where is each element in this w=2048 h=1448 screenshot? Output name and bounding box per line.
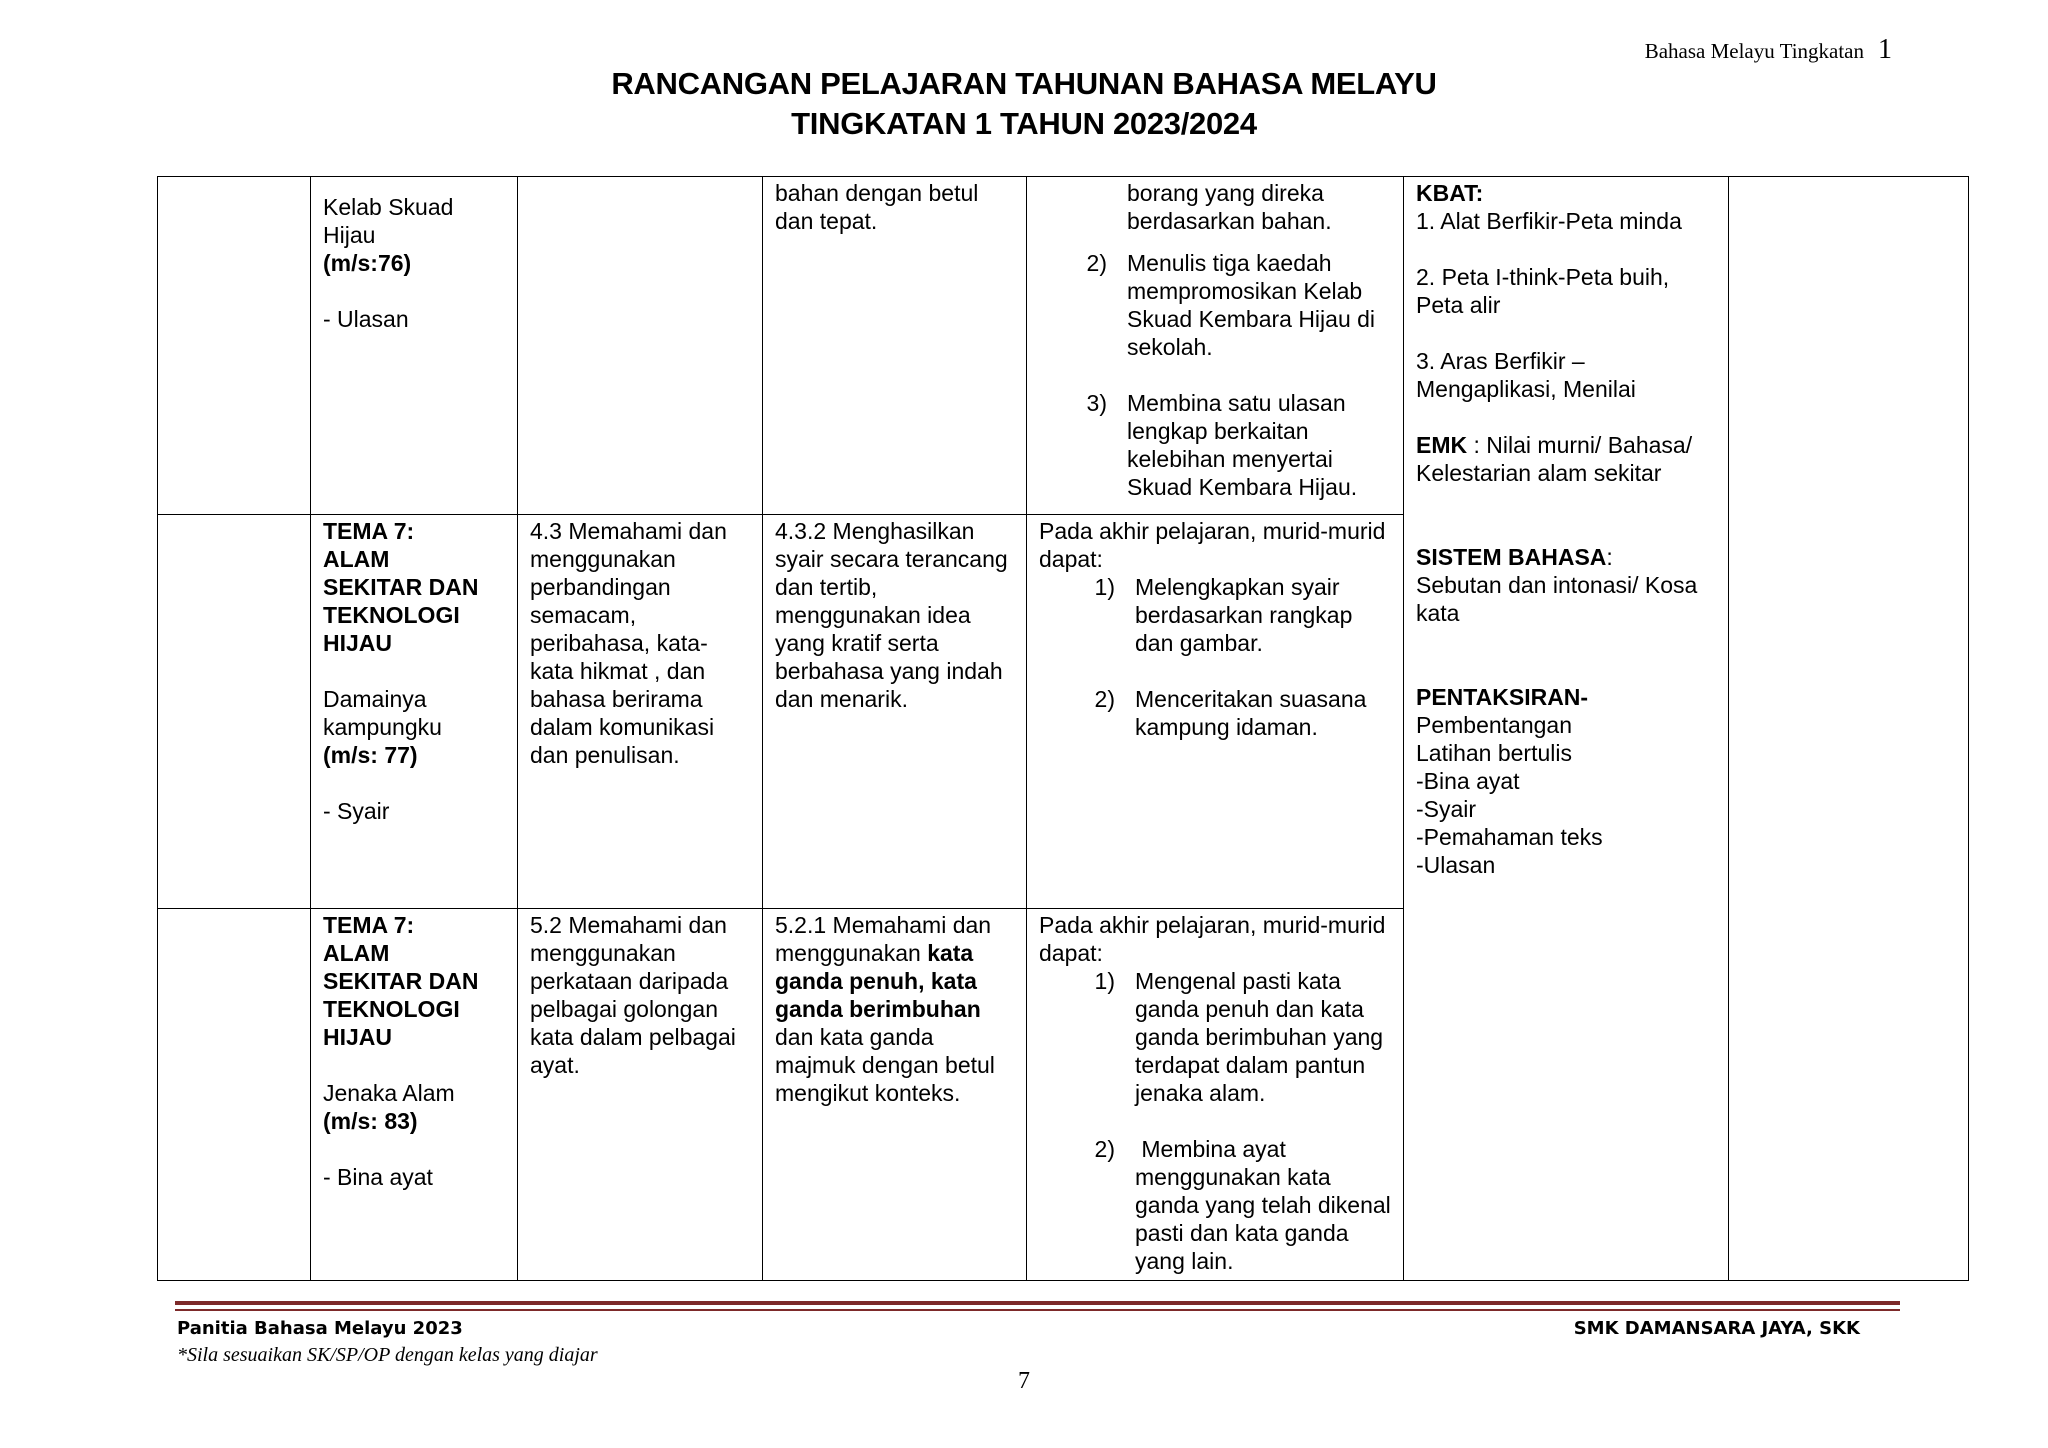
sidebar-cell <box>1404 177 1729 1281</box>
content-standard-cell <box>518 177 763 515</box>
list-item: Latihan bertulis <box>1416 740 1572 766</box>
kbat-item: 3. Aras Berfikir – Mengaplikasi, Menilai <box>1416 348 1636 402</box>
learning-standard-cell: bahan dengan betul dan tepat. <box>763 177 1027 515</box>
running-header-page: 1 <box>1878 34 1892 65</box>
running-header-label: Bahasa Melayu Tingkatan <box>1644 39 1864 63</box>
footer-left: Panitia Bahasa Melayu 2023 <box>177 1318 463 1339</box>
objectives-cell <box>1027 515 1404 909</box>
list-item: 2) Menulis tiga kaedah mempromosikan Kelab Skuad Kembara Hijau di sekolah. <box>1086 250 1376 360</box>
emk-text: : Nilai murni/ Bahasa/ Kelestarian alam sekitar <box>1416 432 1693 486</box>
pentaksiran-label: PENTAKSIRAN- <box>1416 684 1589 710</box>
objective-intro: Pada akhir pelajaran, murid-murid dapat: <box>1039 518 1386 572</box>
emk-block <box>1416 431 1716 487</box>
objective-intro: Pada akhir pelajaran, murid-murid dapat: <box>1039 912 1386 966</box>
objectives-cell <box>1027 177 1404 515</box>
list-item: 1) Melengkapkan syair berdasarkan rangkap dan gambar. <box>1094 574 1353 656</box>
activity: - Syair <box>323 798 390 824</box>
lesson-plan-table <box>157 176 1969 1281</box>
objectives-cell <box>1027 909 1404 1281</box>
kbat-item: 1. Alat Berfikir-Peta minda <box>1416 208 1682 234</box>
page-ref: (m/s: 83) <box>323 1108 418 1134</box>
week-cell <box>158 515 311 909</box>
objective-list <box>1039 573 1391 741</box>
activity: - Ulasan <box>323 306 409 332</box>
list-item: Pembentangan <box>1416 712 1573 738</box>
emk-label: EMK <box>1416 432 1468 458</box>
list-item: -Syair <box>1416 796 1477 822</box>
list-item: -Pemahaman teks <box>1416 824 1603 850</box>
footer-note: *Sila sesuaikan SK/SP/OP dengan kelas yang diajar <box>177 1344 598 1366</box>
kbat-item: 2. Peta I-think-Peta buih, Peta alir <box>1416 264 1670 318</box>
week-cell <box>158 177 311 515</box>
theme-cell <box>311 177 518 515</box>
list-item: -Ulasan <box>1416 852 1496 878</box>
activity: - Bina ayat <box>323 1164 433 1190</box>
kbat-label: KBAT: <box>1416 180 1484 206</box>
list-item: 3) Membina satu ulasan lengkap berkaitan kelebihan menyertai Skuad Kembara Hijau. <box>1086 390 1358 500</box>
objective-intro: borang yang direka berdasarkan bahan. <box>1127 180 1332 234</box>
theme-cell: TEMA 7: ALAM SEKITAR DAN TEKNOLOGI HIJAU Damainya kampungku (m/s: 77) - Syair <box>311 515 518 909</box>
footer-right: SMK DAMANSARA JAYA, SKK <box>1573 1318 1860 1339</box>
footer-divider <box>175 1301 1900 1305</box>
objective-list <box>1039 967 1398 1275</box>
footer-divider <box>175 1309 1900 1311</box>
list-item: 2) Membina ayat menggunakan kata ganda yang telah dikenal pasti dan kata ganda yang lain. <box>1094 1136 1398 1274</box>
list-item: -Bina ayat <box>1416 768 1520 794</box>
sistem-bahasa-text: Sebutan dan intonasi/ Kosa kata <box>1416 572 1698 626</box>
page-number: 7 <box>1018 1368 1030 1394</box>
page-ref: (m/s:76) <box>323 250 412 276</box>
learning-standard-cell: 5.2.1 Memahami dan menggunakan kata ganda penuh, kata ganda berimbuhan dan kata ganda majmuk dengan betul mengikut konteks. <box>763 909 1027 1281</box>
table-row <box>158 177 1969 515</box>
topic-title: Jenaka Alam <box>323 1080 455 1106</box>
notes-cell <box>1729 177 1969 1281</box>
theme-cell: TEMA 7: ALAM SEKITAR DAN TEKNOLOGI HIJAU Jenaka Alam (m/s: 83) - Bina ayat <box>311 909 518 1281</box>
week-cell <box>158 909 311 1281</box>
topic-title: Kelab Skuad Hijau <box>323 194 454 248</box>
document-subtitle: TINGKATAN 1 TAHUN 2023/2024 <box>791 106 1257 141</box>
objective-list <box>1039 249 1391 501</box>
list-item: 1) Mengenal pasti kata ganda penuh dan kata ganda berimbuhan yang terdapat dalam pantun jenaka alam. <box>1094 968 1384 1106</box>
document-title: RANCANGAN PELAJARAN TAHUNAN BAHASA MELAYU <box>611 66 1437 101</box>
content-standard-cell: 5.2 Memahami dan menggunakan perkataan daripada pelbagai golongan kata dalam pelbagai ayat. <box>518 909 763 1281</box>
topic-title: Damainya kampungku <box>323 686 442 740</box>
list-item: 2) Menceritakan suasana kampung idaman. <box>1094 686 1367 740</box>
page-ref: (m/s: 77) <box>323 742 418 768</box>
sistem-bahasa-label: SISTEM BAHASA <box>1416 544 1607 570</box>
learning-standard-cell: 4.3.2 Menghasilkan syair secara terancang dan tertib, menggunakan idea yang kratif serta berbahasa yang indah dan menarik. <box>763 515 1027 909</box>
sistem-bahasa-block: SISTEM BAHASA: <box>1416 544 1613 570</box>
running-header <box>1645 34 1892 66</box>
content-standard-cell: 4.3 Memahami dan menggunakan perbandingan semacam, peribahasa, kata-kata hikmat , dan bahasa berirama dalam komunikasi dan penulisan. <box>518 515 763 909</box>
